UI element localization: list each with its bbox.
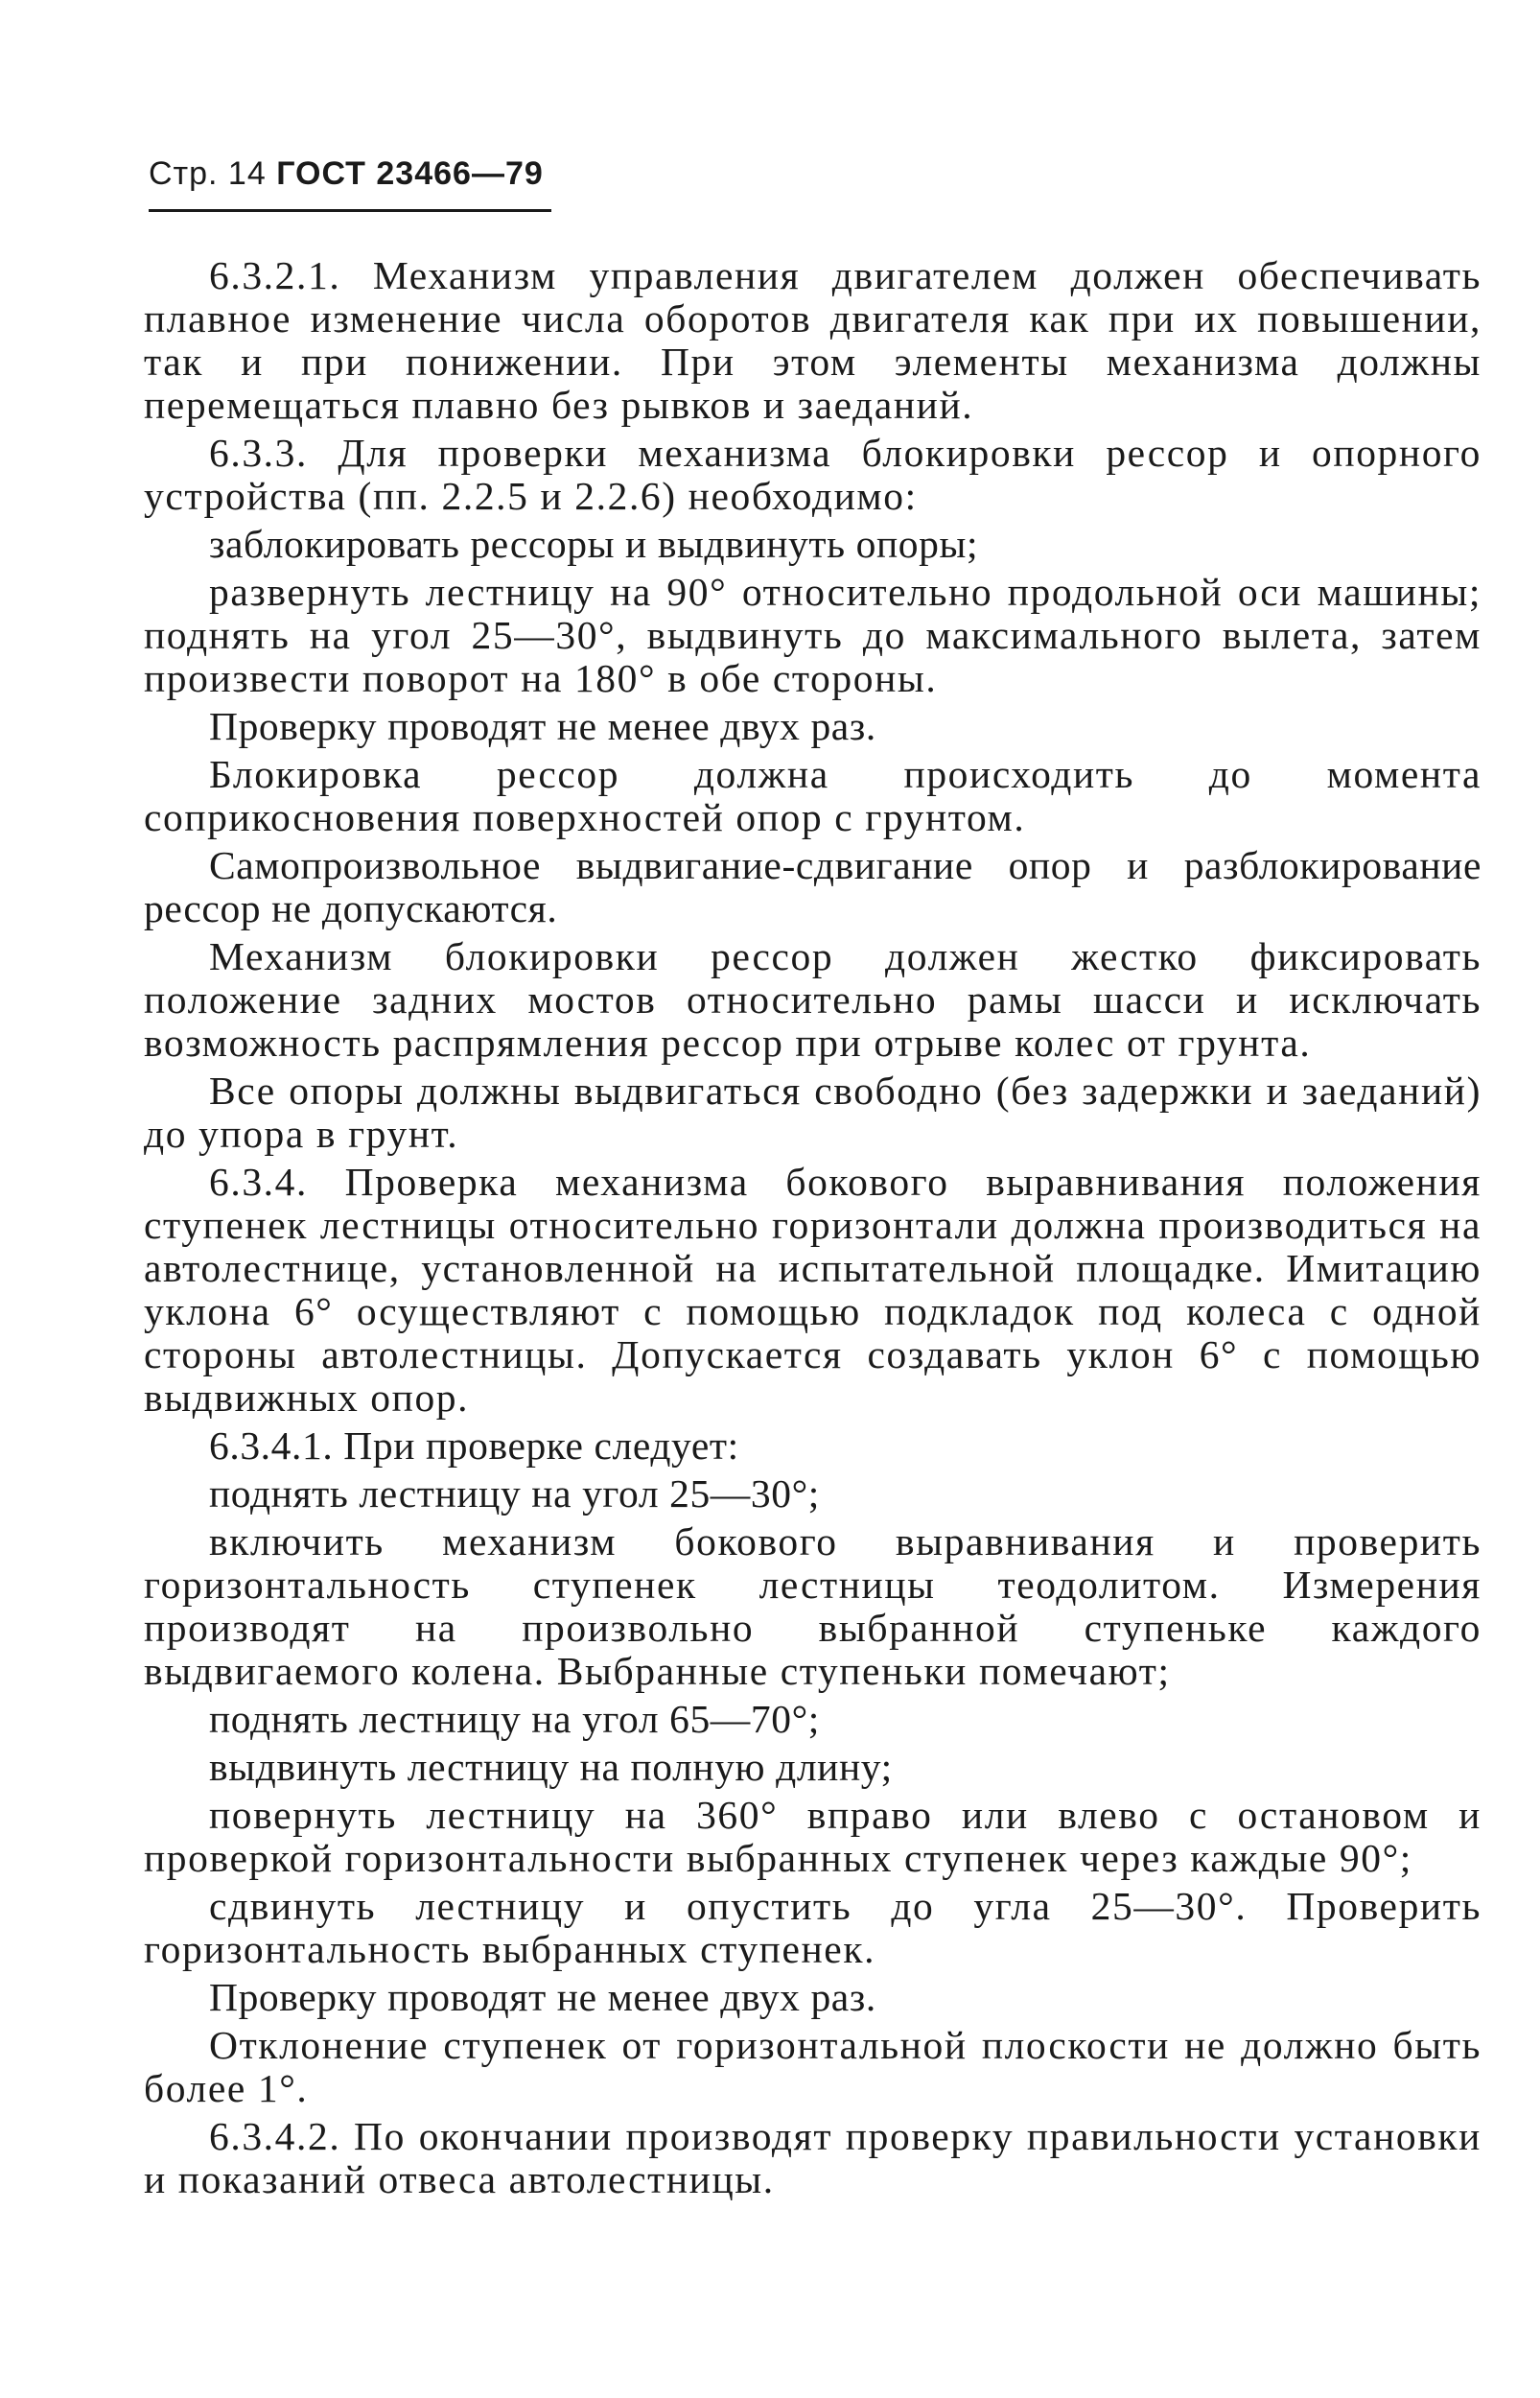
paragraph-item: поднять лестницу на угол 65—70°; [209,1697,820,1741]
paragraph-item: развернуть лестницу на 90° относительно продольной оси машины; поднять на угол 25—30°, выдвинуть до максимального вылета, затем произвести поворот на 180° в обе стороны. [144,570,1482,700]
paragraph-item: Все опоры должны выдвигаться свободно (без задержки и заеданий) до упора в грунт. [144,1069,1482,1156]
paragraph-6-3-4: 6.3.4. Проверка механизма бокового выравнивания положения ступенек лестницы относительно горизонтали должна производиться на автолестнице, установленной на испытательной площадке. Имитацию уклона 6° осуществляют с помощью подкладок под колеса с одной стороны автолестницы. Допускается создавать уклон 6° с помощью выдвижных опор. [144,1160,1482,1420]
paragraph-6-3-4-2: 6.3.4.2. По окончании производят проверку правильности установки и показаний отвеса автолестницы. [144,2114,1482,2201]
paragraph-item: выдвинуть лестницу на полную длину; [209,1745,893,1789]
paragraph-item: заблокировать рессоры и выдвинуть опоры; [209,522,979,566]
page-header [149,155,544,193]
paragraph-item: Проверку проводят не менее двух раз. [209,1975,876,2019]
header-rule [149,209,551,212]
paragraph-item: Блокировка рессор должна происходить до момента соприкосновения поверхностей опор с грунтом. [144,752,1482,839]
page-number: Стр. 14 [149,155,267,192]
paragraph-6-3-4-1: 6.3.4.1. При проверке следует: [209,1423,739,1468]
paragraph-item: повернуть лестницу на 360° вправо или влево с остановом и проверкой горизонтальности выбранных ступенек через каждые 90°; [144,1793,1482,1880]
paragraph-6-3-2-1: 6.3.2.1. Механизм управления двигателем должен обеспечивать плавное изменение числа оборотов двигателя как при их повышении, так и при понижении. При этом элементы механизма должны перемещаться плавно без рывков и заеданий. [144,253,1482,427]
standard-number: ГОСТ 23466—79 [276,155,544,192]
paragraph-item: сдвинуть лестницу и опустить до угла 25—30°. Проверить горизонтальность выбранных ступенек. [144,1884,1482,1971]
paragraph-item: поднять лестницу на угол 25—30°; [209,1471,820,1516]
paragraph-item: Механизм блокировки рессор должен жестко фиксировать положение задних мостов относительно рамы шасси и исключать возможность распрямления рессор при отрыве колес от грунта. [144,934,1482,1065]
paragraph-item: Самопроизвольное выдвигание-сдвигание опор и разблокирование рессор не допускаются. [144,843,1482,930]
paragraph-6-3-3: 6.3.3. Для проверки механизма блокировки рессор и опорного устройства (пп. 2.2.5 и 2.2.6) необходимо: [144,431,1482,518]
paragraph-item: Отклонение ступенек от горизонтальной плоскости не должно быть более 1°. [144,2023,1482,2110]
paragraph-item: включить механизм бокового выравнивания и проверить горизонтальность ступенек лестницы теодолитом. Измерения производят на произвольно выбранной ступеньке каждого выдвигаемого колена. Выбранные ступеньки помечают; [144,1519,1482,1693]
body-text [144,254,1482,2206]
paragraph-item: Проверку проводят не менее двух раз. [209,704,876,748]
